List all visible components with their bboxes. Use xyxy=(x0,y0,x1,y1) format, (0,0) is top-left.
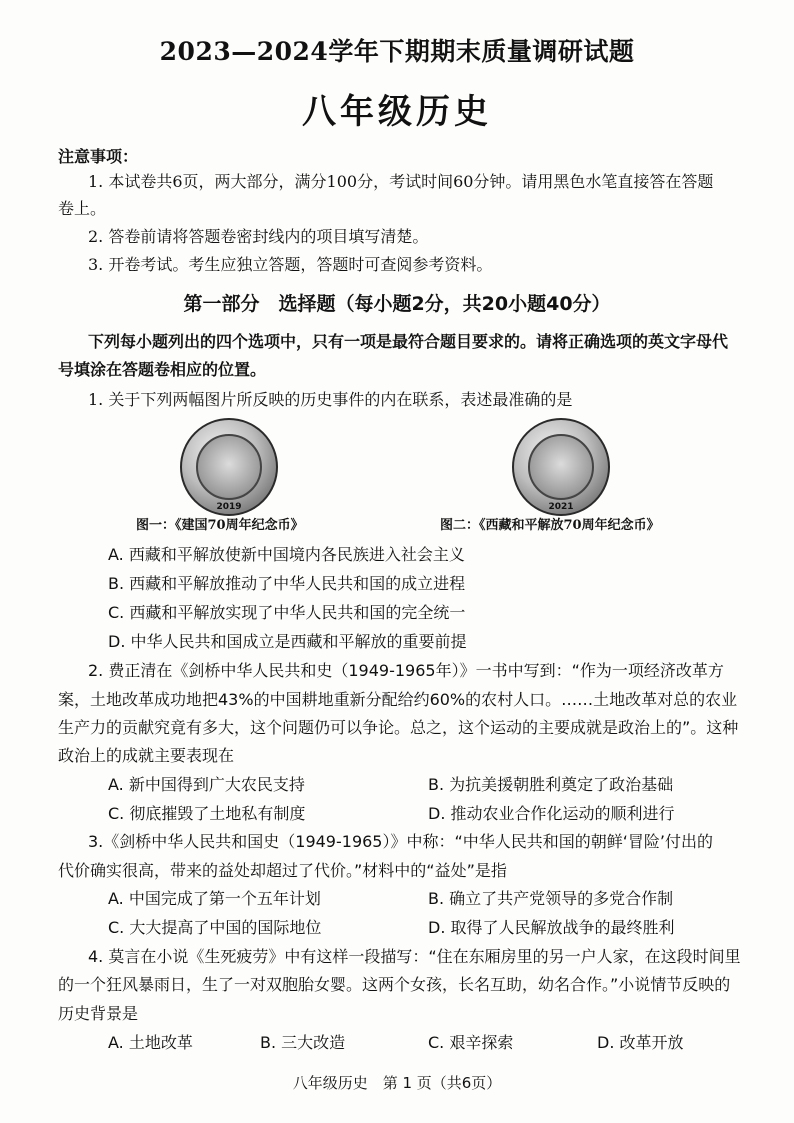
q1-option-b: B. 西藏和平解放推动了中华人民共和国的成立进程 xyxy=(108,574,466,593)
q2-line-3: 生产力的贡献究竟有多大，这个问题仍可以争论。总之，这个运动的主要成就是政治上的”。这种 xyxy=(58,718,739,737)
q2-option-d: D. 推动农业合作化运动的顺利进行 xyxy=(428,804,675,823)
q2-option-a: A. 新中国得到广大农民支持 xyxy=(108,775,305,794)
q3-option-a: A. 中国完成了第一个五年计划 xyxy=(108,889,321,908)
q4-option-b: B. 三大改造 xyxy=(260,1033,346,1052)
page-footer: 八年级历史 第 1 页（共6页） xyxy=(292,1074,502,1092)
section-intro-line-2: 号填涂在答题卷相应的位置。 xyxy=(58,360,267,379)
national-emblem-icon xyxy=(196,434,262,500)
q1-option-d: D. 中华人民共和国成立是西藏和平解放的重要前提 xyxy=(108,632,467,651)
q1-option-c: C. 西藏和平解放实现了中华人民共和国的完全统一 xyxy=(108,603,466,622)
q3-option-c: C. 大大提高了中国的国际地位 xyxy=(108,918,322,937)
q3-option-d: D. 取得了人民解放战争的最终胜利 xyxy=(428,918,675,937)
coin-image-1 xyxy=(180,418,278,516)
q2-line-4: 政治上的成就主要表现在 xyxy=(58,746,235,765)
q2-option-c: C. 彻底摧毁了土地私有制度 xyxy=(108,804,306,823)
note-1-line-2: 卷上。 xyxy=(58,199,107,218)
exam-title: 2023—2024学年下期期末质量调研试题 xyxy=(159,37,635,66)
q4-line-3: 历史背景是 xyxy=(58,1004,139,1023)
q4-option-d: D. 改革开放 xyxy=(597,1033,684,1052)
note-3: 3. 开卷考试。考生应独立答题，答题时可查阅参考资料。 xyxy=(88,255,493,274)
note-1-line-1: 1. 本试卷共6页，两大部分，满分100分，考试时间60分钟。请用黑色水笔直接答在答题 xyxy=(88,172,714,191)
q2-option-b: B. 为抗美援朝胜利奠定了政治基础 xyxy=(428,775,674,794)
coin-2-year: 2021 xyxy=(548,502,574,512)
q1-stem: 1. 关于下列两幅图片所反映的历史事件的内在联系，表述最准确的是 xyxy=(88,390,573,409)
q4-option-c: C. 艰辛探索 xyxy=(428,1033,514,1052)
q3-option-b: B. 确立了共产党领导的多党合作制 xyxy=(428,889,674,908)
q4-option-a: A. 土地改革 xyxy=(108,1033,193,1052)
q3-line-2: 代价确实很高，带来的益处却超过了代价。”材料中的“益处”是指 xyxy=(58,861,507,880)
q3-line-1: 3.《剑桥中华人民共和国史（1949-1965）》中称：“中华人民共和国的朝鲜‘冒险’付出的 xyxy=(88,832,713,851)
section-intro-line-1: 下列每小题列出的四个选项中，只有一项是最符合题目要求的。请将正确选项的英文字母代 xyxy=(88,332,729,351)
coin-image-2 xyxy=(512,418,610,516)
q2-line-1: 2. 费正清在《剑桥中华人民共和史（1949-1965年）》一书中写到：“作为一项经济改革方 xyxy=(88,661,724,680)
subject-title: 八年级历史 xyxy=(302,92,492,132)
q4-line-2: 的一个狂风暴雨日，生了一对双胞胎女婴。这两个女孩，长名互助，幼名合作。”小说情节反映的 xyxy=(58,975,731,994)
national-emblem-icon xyxy=(528,434,594,500)
figure-1-caption: 图一：《建国70周年纪念币》 xyxy=(136,518,304,533)
figure-2-caption: 图二：《西藏和平解放70周年纪念币》 xyxy=(440,518,660,533)
note-2: 2. 答卷前请将答题卷密封线内的项目填写清楚。 xyxy=(88,227,429,246)
section-title: 第一部分 选择题（每小题2分，共20小题40分） xyxy=(183,293,611,315)
q1-option-a: A. 西藏和平解放使新中国境内各民族进入社会主义 xyxy=(108,545,465,564)
q4-line-1: 4. 莫言在小说《生死疲劳》中有这样一段描写：“住在东厢房里的另一户人家，在这段时间里 xyxy=(88,947,741,966)
q2-line-2: 案，土地改革成功地把43%的中国耕地重新分配给约60%的农村人口。……土地改革对总的农业 xyxy=(58,690,738,709)
coin-1-year: 2019 xyxy=(216,502,242,512)
notes-heading: 注意事项： xyxy=(58,147,139,166)
